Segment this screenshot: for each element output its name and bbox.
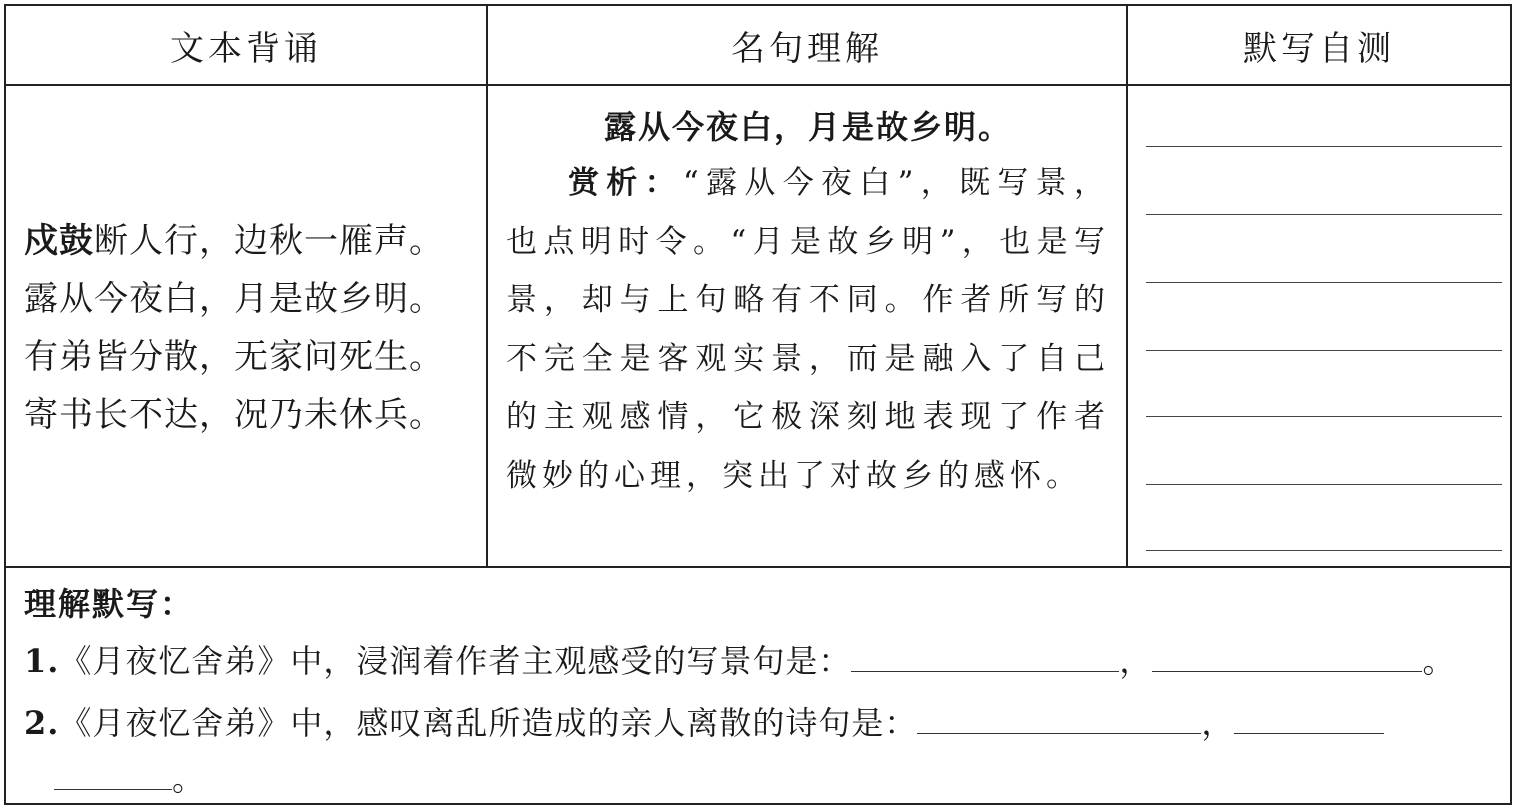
answer-blank[interactable]	[1152, 637, 1422, 672]
header-dictation-test: 默写自测	[1243, 28, 1395, 69]
question-number: 2.	[24, 704, 60, 742]
section-title: 理解默写：	[24, 585, 195, 623]
poem-line-2: 露从今夜白，月是故乡明。	[24, 279, 444, 319]
answer-blank[interactable]	[54, 755, 172, 790]
poem-line-1	[24, 212, 484, 270]
writing-line[interactable]	[1146, 550, 1502, 551]
question-text: 《月夜忆舍弟》中，感叹离乱所造成的亲人离散的诗句是：	[59, 704, 918, 742]
answer-blank[interactable]	[917, 699, 1201, 734]
question-number: 1.	[24, 642, 60, 680]
header-famous-line: 名句理解	[731, 28, 883, 69]
writing-line[interactable]	[1146, 282, 1502, 283]
question-1	[24, 636, 1455, 686]
writing-line[interactable]	[1146, 484, 1502, 485]
writing-line[interactable]	[1146, 350, 1502, 351]
question-2-continuation	[54, 754, 205, 804]
analysis-paragraph	[506, 154, 1110, 506]
header-divider	[6, 84, 1510, 86]
worksheet-table	[4, 4, 1512, 805]
analysis-text: “露从今夜白”，既写景，也点明时令。“月是故乡明”，也是写景，却与上句略有不同。作者所写的不完全是客观实景，而是融入了自己的主观感情，它极深刻地表现了作者微妙的心理，突出了对故乡的感怀。	[506, 165, 1110, 494]
question-2	[24, 698, 1384, 748]
column-divider-1	[486, 6, 488, 566]
separator: ，	[1201, 704, 1235, 742]
poem-line-3: 有弟皆分散，无家问死生。	[24, 337, 444, 377]
poem-line-4: 寄书长不达，况乃未休兵。	[24, 395, 444, 435]
writing-line[interactable]	[1146, 146, 1502, 147]
end-mark: 。	[1422, 642, 1456, 680]
famous-line: 露从今夜白，月是故乡明。	[603, 108, 1012, 146]
answer-blank[interactable]	[851, 637, 1119, 672]
question-text: 《月夜忆舍弟》中，浸润着作者主观感受的写景句是：	[59, 642, 852, 680]
poem-line-1-rest: 断人行，边秋一雁声。	[94, 221, 444, 261]
section-divider	[6, 566, 1510, 568]
analysis-label: 赏析：	[568, 165, 683, 201]
separator: ，	[1119, 642, 1153, 680]
end-mark: 。	[172, 760, 206, 798]
answer-blank[interactable]	[1234, 699, 1384, 734]
poem-text	[24, 212, 484, 444]
poem-highlight: 戍鼓	[24, 221, 94, 261]
writing-line[interactable]	[1146, 214, 1502, 215]
header-text-recitation: 文本背诵	[170, 28, 322, 69]
writing-line[interactable]	[1146, 416, 1502, 417]
famous-line-block	[506, 98, 1110, 506]
column-divider-2	[1126, 6, 1128, 566]
